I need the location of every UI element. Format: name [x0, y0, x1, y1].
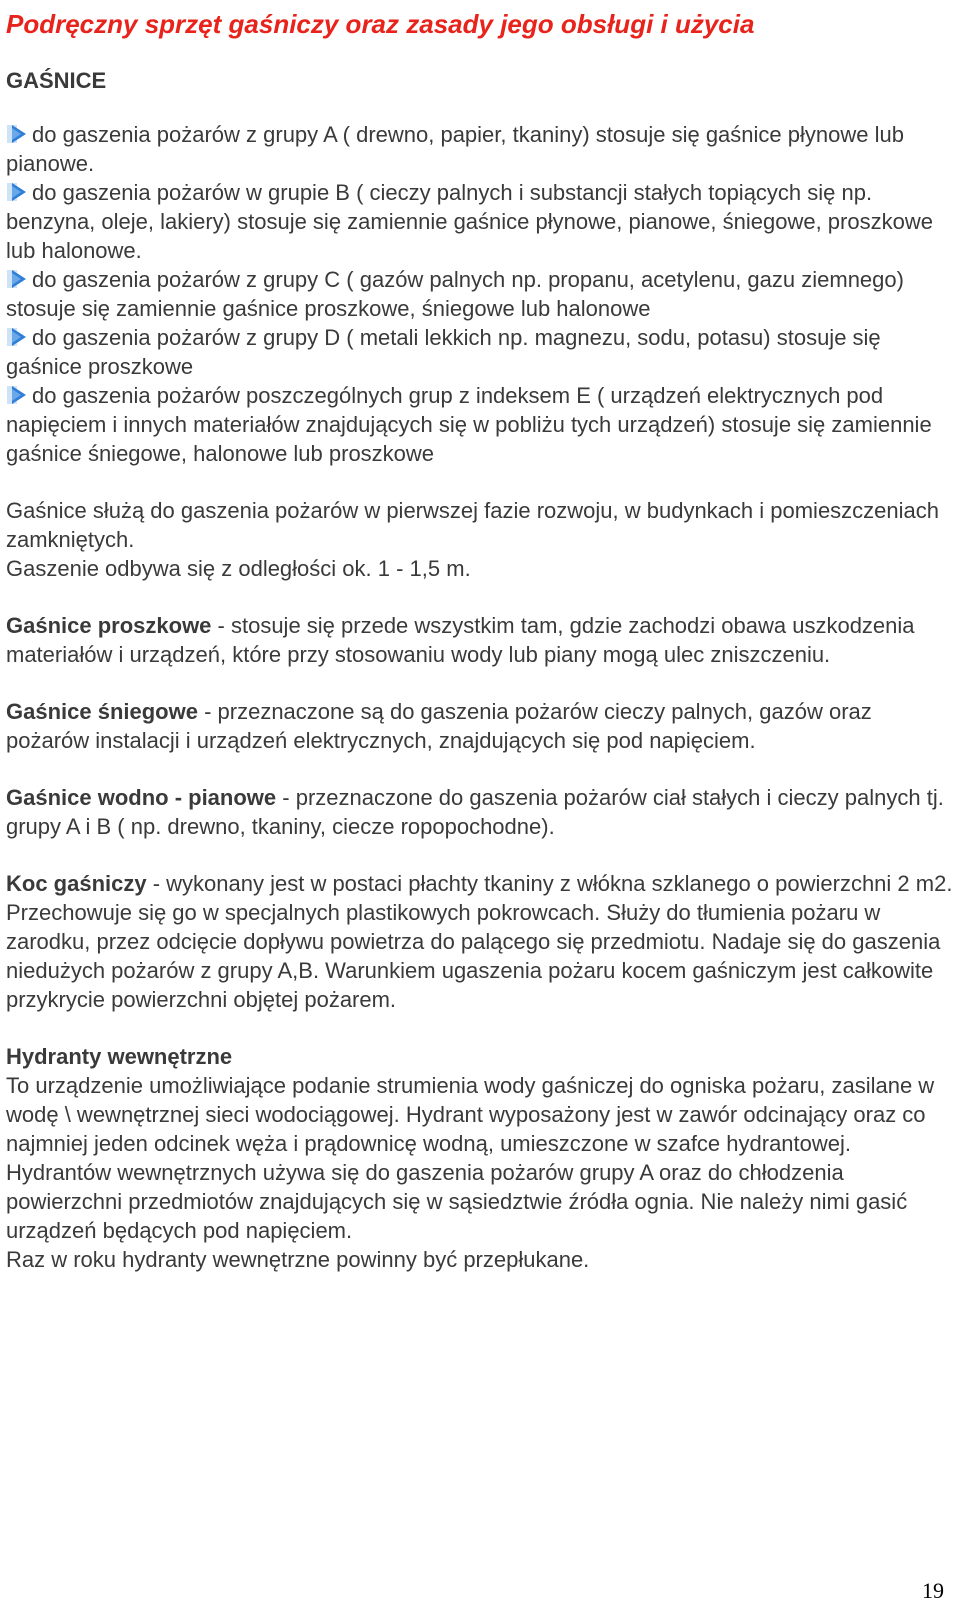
list-item	[6, 323, 954, 381]
blue-arrow-bullet-icon	[6, 182, 28, 202]
term-heading: Gaśnice śniegowe	[6, 699, 198, 724]
list-item-text: do gaszenia pożarów z grupy C ( gazów palnych np. propanu, acetylenu, gazu ziemnego) stosuje się zamiennie gaśnice proszkowe, śniegowe lub halonowe	[6, 267, 904, 321]
blue-arrow-bullet-icon	[6, 327, 28, 347]
list-item	[6, 120, 954, 178]
term-heading: Gaśnice proszkowe	[6, 613, 212, 638]
document-page	[6, 0, 954, 1274]
usage-line: Gaśnice służą do gaszenia pożarów w pierwszej fazie rozwoju, w budynkach i pomieszczeniach zamkniętych.	[6, 498, 940, 552]
blue-arrow-bullet-icon	[6, 124, 28, 144]
fire-blanket-paragraph	[6, 869, 954, 1014]
term-description: - przeznaczone do gaszenia pożarów ciał stałych i cieczy palnych tj. grupy A i B ( np. drewno, tkaniny, ciecze ropopochodne).	[6, 785, 944, 839]
page-title: Podręczny sprzęt gaśniczy oraz zasady jego obsługi i użycia	[6, 9, 755, 39]
list-item-text: do gaszenia pożarów z grupy A ( drewno, papier, tkaniny) stosuje się gaśnice płynowe lub pianowe.	[6, 122, 904, 176]
term-description: - wykonany jest w postaci płachty tkaniny z włókna szklanego o powierzchni 2 m2. Przechowuje się go w specjalnych plastikowych pokrowcach. Służy do tłumienia pożaru w zarodku, przez odcięcie dopływu powietrza do palącego się przedmiotu. Nadaje się do gaszenia niedużych pożarów z grupy A,B. Warunkiem ugaszenia pożaru kocem gaśniczym jest całkowite przykrycie powierzchni objętej pożarem.	[6, 871, 953, 1012]
hydrants-note: Raz w roku hydranty wewnętrzne powinny być przepłukane.	[6, 1247, 590, 1272]
list-item	[6, 381, 954, 468]
usage-paragraph	[6, 496, 954, 583]
section-heading-extinguishers: GAŚNICE	[6, 68, 107, 93]
hydrants-section	[6, 1042, 954, 1274]
list-item-text: do gaszenia pożarów poszczególnych grup z indeksem E ( urządzeń elektrycznych pod napięciem i innych materiałów znajdujących się w pobliżu tych urządzeń) stosuje się zamiennie gaśnice śniegowe, halonowe lub proszkowe	[6, 383, 932, 466]
list-item-text: do gaszenia pożarów w grupie B ( cieczy palnych i substancji stałych topiących się np. benzyna, oleje, lakiery) stosuje się zamiennie gaśnice płynowe, pianowe, śniegowe, proszkowe lub halonowe.	[6, 180, 933, 263]
blue-arrow-bullet-icon	[6, 385, 28, 405]
snow-extinguisher-paragraph	[6, 697, 954, 755]
section-heading-hydrants: Hydranty wewnętrzne	[6, 1044, 233, 1069]
term-heading: Gaśnice wodno - pianowe	[6, 785, 277, 810]
list-item	[6, 265, 954, 323]
distance-line: Gaszenie odbywa się z odległości ok. 1 - 1,5 m.	[6, 556, 471, 581]
foam-extinguisher-paragraph	[6, 783, 954, 841]
list-item-text: do gaszenia pożarów z grupy D ( metali lekkich np. magnezu, sodu, potasu) stosuje się gaśnice proszkowe	[6, 325, 881, 379]
page-number: 19	[922, 1578, 944, 1603]
term-description: - przeznaczone są do gaszenia pożarów cieczy palnych, gazów oraz pożarów instalacji i urządzeń elektrycznych, znajdujących się pod napięciem.	[6, 699, 872, 753]
hydrants-description: To urządzenie umożliwiające podanie strumienia wody gaśniczej do ogniska pożaru, zasilane w wodę \ wewnętrznej sieci wodociągowej. Hydrant wyposażony jest w zawór odcinający oraz co najmniej jeden odcinek węża i prądownicę wodną, umieszczone w szafce hydrantowej. Hydrantów wewnętrznych używa się do gaszenia pożarów grupy A oraz do chłodzenia powierzchni przedmiotów znajdujących się w sąsiedztwie źródła ognia. Nie należy nimi gasić urządzeń będących pod napięciem.	[6, 1073, 935, 1243]
term-heading: Koc gaśniczy	[6, 871, 147, 896]
powder-extinguisher-paragraph	[6, 611, 954, 669]
blue-arrow-bullet-icon	[6, 269, 28, 289]
term-description: - stosuje się przede wszystkim tam, gdzie zachodzi obawa uszkodzenia materiałów i urządzeń, które przy stosowaniu wody lub piany mogą ulec zniszczeniu.	[6, 613, 915, 667]
extinguisher-class-list	[6, 120, 954, 468]
list-item	[6, 178, 954, 265]
